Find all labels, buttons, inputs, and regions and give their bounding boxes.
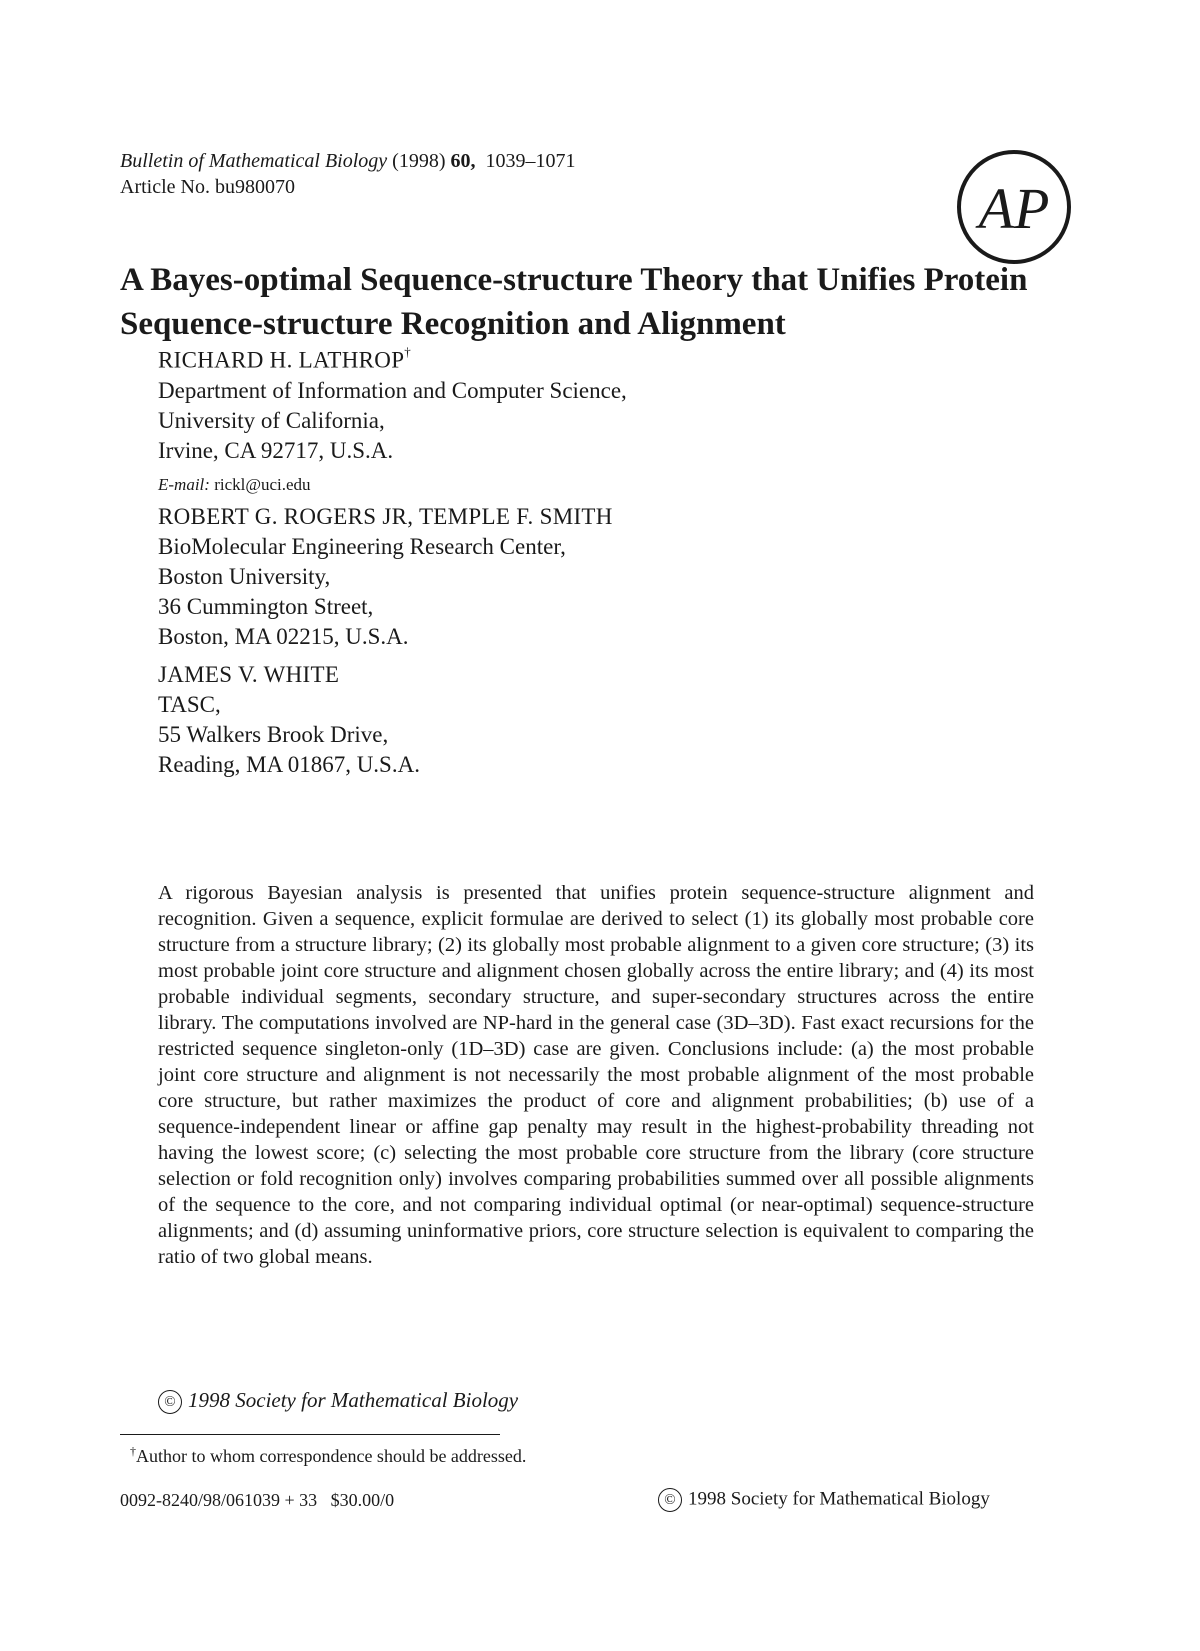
affiliation-line: 36 Cummington Street, [158,594,374,619]
journal-volume: 60, [450,150,476,172]
author-email [158,470,627,500]
journal-pages: 1039–1071 [485,150,576,172]
author-block-3 [158,660,420,780]
affiliation-line: TASC, [158,692,221,717]
abstract-copyright [158,1388,518,1414]
email-address: rickl@uci.edu [214,474,311,494]
publisher-logo [955,148,1073,266]
footnote-text: Author to whom correspondence should be addressed. [136,1446,527,1466]
footer-copyright-text: 1998 Society for Mathematical Biology [688,1488,990,1510]
copyright-text: 1998 Society for Mathematical Biology [188,1388,519,1412]
affiliation-line: University of California, [158,407,385,433]
footnote-mark: † [404,344,412,359]
affiliation-line: Irvine, CA 92717, U.S.A. [158,437,394,463]
journal-year: (1998) [392,150,446,172]
affiliation-line: 55 Walkers Brook Drive, [158,722,389,747]
logo-text: AP [978,176,1050,241]
affiliation-line: BioMolecular Engineering Research Center, [158,534,566,559]
footer-copyright [658,1488,990,1512]
footnote-divider [120,1434,500,1435]
affiliation-line: Reading, MA 01867, U.S.A. [158,752,420,777]
article-code: 0092-8240/98/061039 + 33 $30.00/0 [120,1490,395,1510]
author-name: ROBERT G. ROGERS JR, TEMPLE F. SMITH [158,504,613,529]
author-block-1 [158,340,627,500]
footnote [130,1444,526,1467]
email-label: E-mail: [158,474,210,494]
copyright-symbol: © [658,1488,682,1512]
author-name: RICHARD H. LATHROP† [158,344,412,373]
affiliation-line: Boston, MA 02215, U.S.A. [158,624,409,649]
author-name: JAMES V. WHITE [158,662,340,687]
copyright-symbol: © [158,1390,182,1414]
author-block-2 [158,502,613,652]
affiliation-line: Department of Information and Computer Science, [158,377,627,403]
journal-header [120,148,576,200]
citation-line [120,148,576,174]
paper-title: A Bayes-optimal Sequence-structure Theory that Unifies Protein Sequence-structure Recognition and Alignment [120,262,1028,342]
article-number: Article No. bu980070 [120,176,295,198]
affiliation-line: Boston University, [158,564,331,589]
footnote-mark: † [130,1444,136,1458]
journal-name: Bulletin of Mathematical Biology [120,150,388,172]
abstract: A rigorous Bayesian analysis is presented that unifies protein sequence-structure alignment and recognition. Given a sequence, explicit formulae are derived to select (1) its globally most probable core structure from a structure library; (2) its globally most probable alignment to a given core structure; (3) its most probable joint core structure and alignment chosen globally across the entire library; and (4) its most probable individual segments, secondary structure, and super-secondary structures across the entire library. The computations involved are NP-hard in the general case (3D–3D). Fast exact recursions for the restricted sequence singleton-only (1D–3D) case are given. Conclusions include: (a) the most probable joint core structure and alignment is not necessarily the most probable alignment of the most probable core structure, but rather maximizes the product of core and alignment probabilities; (b) use of a sequence-independent linear or affine gap penalty may result in the highest-probability threading not having the lowest score; (c) selecting the most probable core structure from the library (core structure selection or fold recognition only) involves comparing probabilities summed over all possible alignments of the sequence to the core, and not comparing individual optimal (or near-optimal) sequence-structure alignments; and (d) assuming uninformative priors, core structure selection is equivalent to comparing the ratio of two global means. [158,882,1034,1268]
